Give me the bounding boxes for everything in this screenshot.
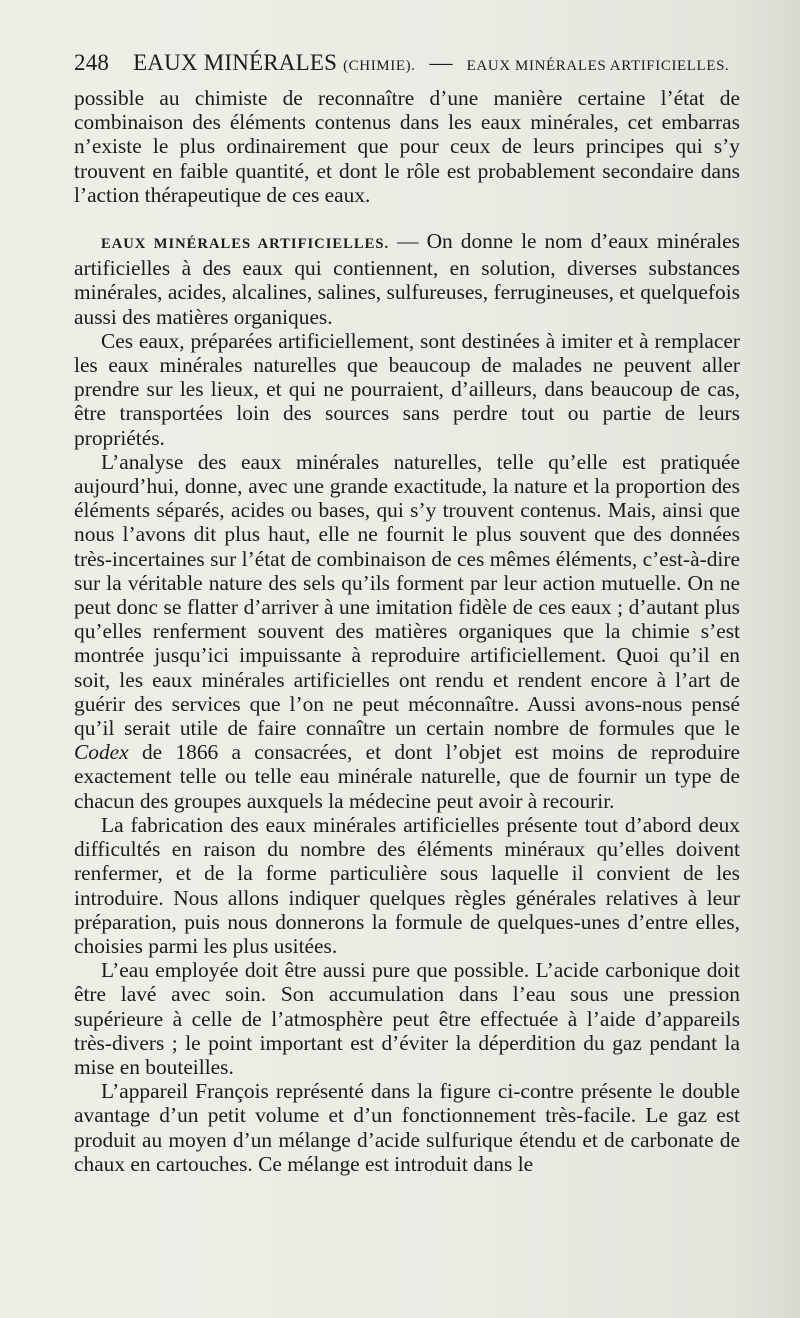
paragraph-purpose: Ces eaux, préparées artificiellement, sont destinées à imiter et à remplacer les eaux minérales naturelles que beaucoup de malades ne peuvent aller prendre sur les lieux, et qui ne pourraient, d’ailleurs, dans beaucoup de cas, être transportées loin des sources sans perdre tout ou partie de leurs propriétés.: [74, 328, 740, 450]
section-intro-text: — On donne le nom d’eaux minérales artificielles à des eaux qui contiennent, en solution, diverses substances minérales, acides, alcalines, salines, sulfureuses, ferrugineuses, et quelquefois aussi des matières organiques.: [74, 229, 740, 329]
paragraph-water: L’eau employée doit être aussi pure que possible. L’acide carbonique doit être lavé avec soin. Son accumulation dans l’eau sous une pression supérieure à celle de l’atmosphère peut être effectuée à l’aide d’appareils très-divers ; le point important est d’éviter la déperdition du gaz pendant la mise en bouteilles.: [74, 958, 740, 1079]
analysis-text-a: L’analyse des eaux minérales naturelles, telle qu’elle est pratiquée aujourd’hui, donne, avec une grande exactitude, la nature et la proportion des éléments séparés, acides ou bases, qui s’y trouvent contenus. Mais, ainsi que nous l’avons dit plus haut, elle ne fournit le plus souvent que des données très-incertaines sur l’état de combinaison de ces mêmes éléments, c’est-à-dire sur la véritable nature des sels qu’ils forment par leur action mutuelle. On ne peut donc se flatter d’arriver à une imitation fidèle de ces eaux ; d’autant plus qu’elles renferment souvent des matières organiques que la chimie s’est montrée jusqu’ici impuissante à reproduire artificiellement. Quoi qu’il en soit, les eaux minérales artificielles ont rendu et rendent encore à l’art de guérir des services que l’on ne peut méconnaître. Aussi avons-nous pensé qu’il serait utile de faire connaître un certain nombre de formules que le: [74, 449, 740, 741]
paragraph-fabrication: La fabrication des eaux minérales artificielles présente tout d’abord deux difficultés en raison du nombre des éléments minéraux qu’elles doivent renfermer, et de la forme particulière sous laquelle il convient de les introduire. Nous allons indiquer quelques règles générales relatives à leur préparation, puis nous donnerons la formule de quelques-unes d’entre elles, choisies parmi les plus usitées.: [74, 812, 740, 958]
paragraph-continued: possible au chimiste de reconnaître d’une manière certaine l’état de combinaison des éléments contenus dans les eaux minérales, cet embarras n’existe le plus ordinairement que pour ceux de leurs principes qui s’y trouvent en faible quantité, et dont le rôle est probablement secondaire dans l’action thérapeutique de ces eaux.: [74, 86, 740, 207]
section-heading: EAUX MINÉRALES ARTIFICIELLES.: [101, 236, 390, 253]
paragraph-analysis: [74, 450, 740, 813]
paragraph-section-intro: [74, 229, 740, 329]
running-title: EAUX MINÉRALES: [133, 50, 338, 75]
paragraph-apparatus: L’appareil François représenté dans la figure ci-contre présente le double avantage d’un petit volume et d’un fonctionnement très-facile. Le gaz est produit au moyen d’un mélange d’acide sulfurique étendu et de carbonate de chaux en cartouches. Ce mélange est introduit dans le: [74, 1079, 740, 1176]
running-subtitle-chimie: (CHIMIE).: [343, 58, 416, 74]
running-subtitle-section: EAUX MINÉRALES ARTIFICIELLES.: [466, 58, 730, 74]
header-dash: —: [429, 50, 453, 75]
running-header: [74, 50, 742, 76]
body-text: [74, 86, 740, 1176]
codex-title: Codex: [74, 740, 129, 765]
page-number: 248: [74, 50, 110, 75]
analysis-text-b: de 1866 a consacrées, et dont l’objet est moins de reproduire exactement telle ou telle eau minérale naturelle, que de fournir un type de chacun des groupes auxquels la médecine peut avoir à recourir.: [74, 740, 740, 813]
